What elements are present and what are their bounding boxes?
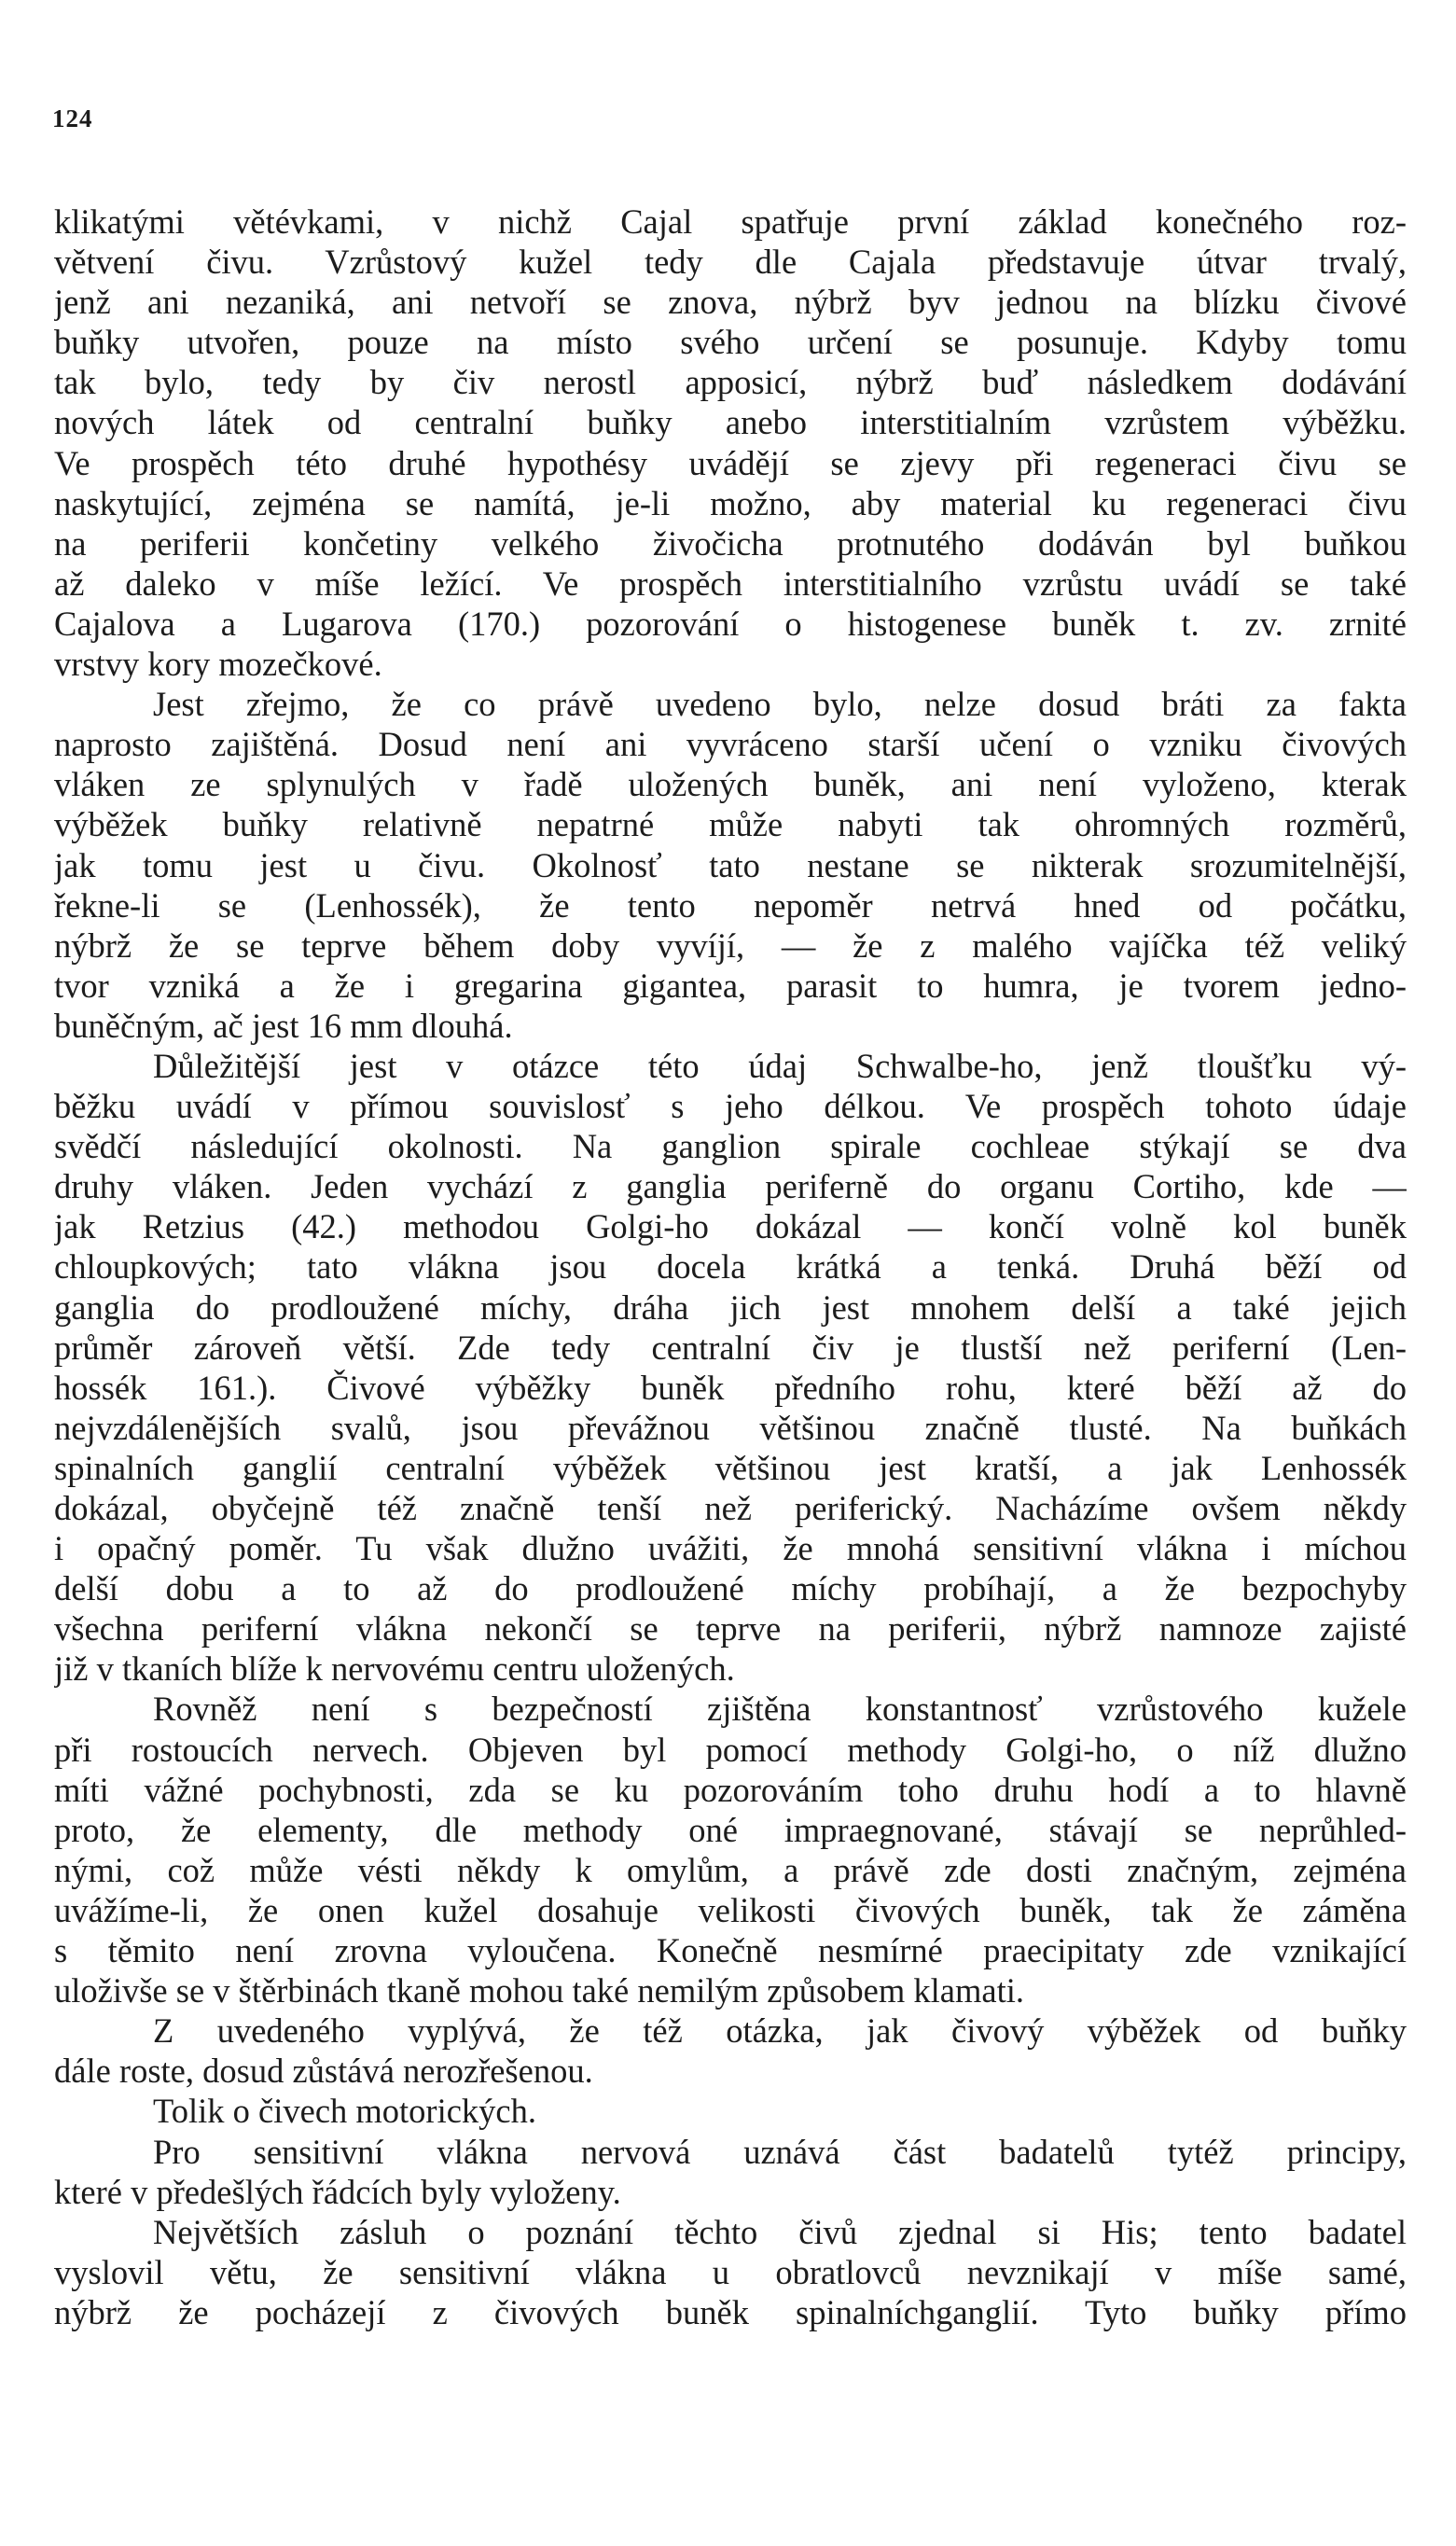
text-line: svědčí následující okolnosti. Na ganglion spirale cochleae stýkají se dva [54, 1127, 1407, 1166]
text-line: tvor vzniká a že i gregarina gigantea, parasit to humra, je tvorem jedno- [54, 966, 1407, 1005]
text-line: větvení čivu. Vzrůstový kužel tedy dle Cajala představuje útvar trvalý, [54, 243, 1407, 282]
text-line: jak Retzius (42.) methodou Golgi-ho dokázal — končí volně kol buněk [54, 1207, 1407, 1246]
text-line: Největších zásluh o poznání těchto čivů zjednal si His; tento badatel [153, 2212, 1407, 2251]
paragraph [54, 1689, 1407, 2010]
text-line: řekne-li se (Lenhossék), že tento nepoměr netrvá hned od počátku, [54, 885, 1407, 925]
text-line: ganglia do prodloužené míchy, dráha jich jest mnohem delší a také jejich [54, 1287, 1407, 1327]
text-line: spinalních ganglií centralní výběžek většinou jest kratší, a jak Lenhossék [54, 1448, 1407, 1487]
page-number: 124 [52, 104, 93, 132]
text-line: Důležitější jest v otázce této údaj Schwalbe-ho, jenž tloušťku vý- [153, 1046, 1407, 1085]
text-line: míti vážné pochybnosti, zda se ku pozorováním toho druhu hodí a to hlavně [54, 1770, 1407, 1809]
text-line: uloživše se v štěrbinách tkaně mohou také nemilým způsobem klamati. [54, 1971, 1024, 2010]
text-line: které v předešlých řádcích byly vyloženy. [54, 2172, 621, 2211]
text-line: již v tkaních blíže k nervovému centru uložených. [54, 1649, 735, 1689]
paragraph [54, 684, 1407, 1046]
text-line: tak bylo, tedy by čiv nerostl apposicí, nýbrž buď následkem dodávání [54, 363, 1407, 402]
text-line: nejvzdálenějších svalů, jsou převážnou většinou značně tlusté. Na buňkách [54, 1408, 1407, 1447]
text-line: Pro sensitivní vlákna nervová uznává část badatelů tytéž principy, [153, 2132, 1407, 2171]
text-line: naprosto zajištěná. Dosud není ani vyvráceno starší učení o vzniku čivových [54, 725, 1407, 764]
text-line: i opačný poměr. Tu však dlužno uvážiti, že mnohá sensitivní vlákna i míchou [54, 1529, 1407, 1568]
text-line: vláken ze splynulých v řadě uložených buněk, ani není vyloženo, kterak [54, 765, 1407, 804]
text-line: všechna periferní vlákna nekončí se teprve na periferii, nýbrž namnoze zajisté [54, 1609, 1407, 1649]
text-line: uvážíme-li, že onen kužel dosahuje velikosti čivových buněk, tak že záměna [54, 1890, 1407, 1929]
text-line: Z uvedeného vyplývá, že též otázka, jak čivový výběžek od buňky [153, 2011, 1407, 2051]
text-line: běžku uvádí v přímou souvislosť s jeho délkou. Ve prospěch tohoto údaje [54, 1087, 1407, 1126]
text-line: nýbrž že se teprve během doby vyvíjí, — že z malého vajíčka též veliký [54, 925, 1407, 965]
text-line: delší dobu a to až do prodloužené míchy probíhají, a že bezpochyby [54, 1569, 1407, 1608]
text-line: průměr zároveň větší. Zde tedy centralní čiv je tlustší než periferní (Len- [54, 1328, 1407, 1367]
text-line: nými, což může vésti někdy k omylům, a právě zde dosti značným, zejména [54, 1850, 1407, 1889]
text-line: chloupkových; tato vlákna jsou docela krátká a tenká. Druhá běží od [54, 1247, 1407, 1287]
paragraph [54, 2091, 1407, 2131]
text-line: naskytující, zejména se namítá, je-li možno, aby material ku regeneraci čivu [54, 483, 1407, 522]
text-line: druhy vláken. Jeden vychází z ganglia periferně do organu Cortiho, kde — [54, 1167, 1407, 1206]
text-line: klikatými větévkami, v nichž Cajal spatřuje první základ konečného roz- [54, 202, 1407, 241]
paragraph [54, 2132, 1407, 2212]
text-line: výběžek buňky relativně nepatrné může nabyti tak ohromných rozměrů, [54, 805, 1407, 844]
text-line: buňky utvořen, pouze na místo svého určení se posunuje. Kdyby tomu [54, 323, 1407, 362]
text-line: při rostoucích nervech. Objeven byl pomocí methody Golgi-ho, o níž dlužno [54, 1730, 1407, 1769]
text-line: Cajalova a Lugarova (170.) pozorování o histogenese buněk t. zv. zrnité [54, 604, 1407, 643]
text-line: s těmito není zrovna vyloučena. Konečně nesmírné praecipitaty zde vznikající [54, 1931, 1407, 1970]
text-line: buněčným, ač jest 16 mm dlouhá. [54, 1006, 513, 1045]
text-line: nových látek od centralní buňky anebo interstitialním vzrůstem výběžku. [54, 403, 1407, 442]
text-line: Tolik o čivech motorických. [153, 2092, 536, 2131]
text-line: nýbrž že pocházejí z čivových buněk spinalníchganglií. Tyto buňky přímo [54, 2292, 1407, 2331]
paragraph [54, 1046, 1407, 1690]
text-line: jenž ani nezaniká, ani netvoří se znova, nýbrž byv jednou na blízku čivové [54, 283, 1407, 322]
text-line: Jest zřejmo, že co právě uvedeno bylo, nelze dosud bráti za fakta [153, 685, 1407, 724]
text-line: vyslovil větu, že sensitivní vlákna u obratlovců nevznikají v míše samé, [54, 2252, 1407, 2291]
text-line: hossék 161.). Čivové výběžky buněk předního rohu, které běží až do [54, 1368, 1407, 1407]
text-line: dokázal, obyčejně též značně tenší než periferický. Nacházíme ovšem někdy [54, 1489, 1407, 1527]
text-line: na periferii končetiny velkého živočicha protnutého dodáván byl buňkou [54, 523, 1407, 563]
text-line: vrstvy kory mozečkové. [54, 645, 382, 684]
paragraph [54, 2212, 1407, 2332]
text-line: Rovněž není s bezpečností zjištěna konstantnosť vzrůstového kužele [153, 1690, 1407, 1729]
text-line: Ve prospěch této druhé hypothésy uvádějí se zjevy při regeneraci čivu se [54, 443, 1407, 482]
text-line: proto, že elementy, dle methody oné impraegnované, stávají se neprůhled- [54, 1810, 1407, 1849]
text-line: až daleko v míše ležící. Ve prospěch interstitialního vzrůstu uvádí se také [54, 563, 1407, 603]
body-text [54, 202, 1407, 2332]
paragraph [54, 2010, 1407, 2091]
text-line: dále roste, dosud zůstává nerozřešenou. [54, 2052, 593, 2091]
paragraph [54, 202, 1407, 684]
text-line: jak tomu jest u čivu. Okolnosť tato nestane se nikterak srozumitelnější, [54, 845, 1407, 884]
